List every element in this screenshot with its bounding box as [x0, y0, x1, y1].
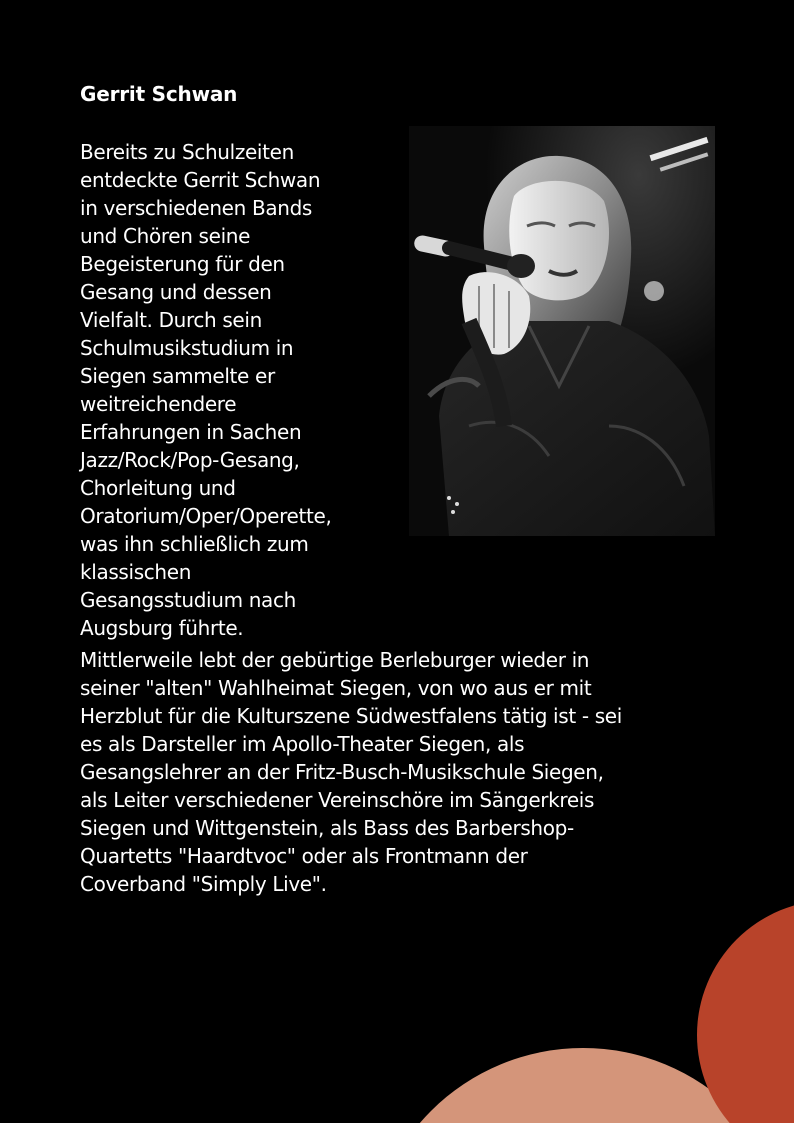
bio-paragraph-current: Mittlerweile lebt der gebürtige Berleburger wieder in seiner "alten" Wahlheimat Siegen, von wo aus er mit Herzblut für die Kulturszene Südwestfalens tätig ist - sei es als Darsteller im Apollo-Theater Siegen, als Gesangslehrer an der Fritz-Busch-Musikschule Siegen, als Leiter verschiedener Vereinschöre im Sängerkreis Siegen und Wittgenstein, als Bass des Barbershop- Quartetts "Haardtvoc" oder als Frontmann der Coverband "Simply Live". [80, 648, 622, 896]
decorative-circle-red [697, 900, 794, 1123]
singer-photo [409, 126, 715, 536]
bio-paragraph-intro: Bereits zu Schulzeiten entdeckte Gerrit Schwan in verschiedenen Bands und Chören seine Begeisterung für den Gesang und dessen Vielfalt. Durch sein Schulmusikstudium in Siegen sammelte er weitreichendere Erfahrungen in Sachen Jazz/Rock/Pop-Gesang, Chorleitung und Oratorium/Oper/Operette, was ihn schließlich zum klassischen Gesangsstudium nach Augsburg führte. [80, 140, 332, 640]
person-name: Gerrit Schwan [80, 82, 238, 106]
